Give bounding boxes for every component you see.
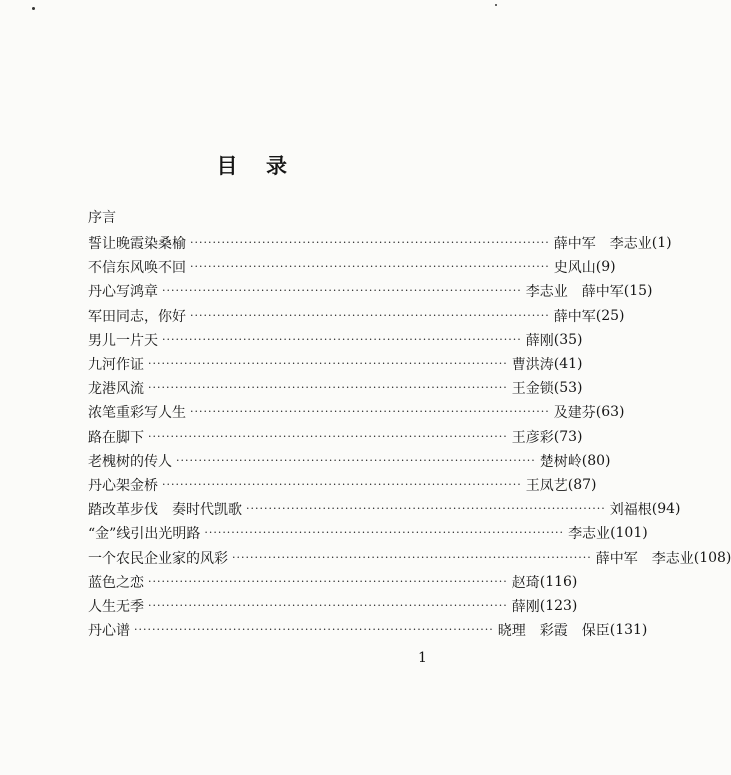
toc-leader-dots: ················································································ — [190, 308, 550, 322]
toc-entry-author: 王彦彩 — [511, 429, 554, 446]
toc-entry-author: 曹洪涛 — [511, 357, 554, 374]
toc-entry — [88, 352, 583, 376]
scan-speck — [32, 7, 35, 10]
toc-entry-page: (15) — [623, 283, 653, 300]
toc-entry-title: 一个农民企业家的风彩 — [88, 550, 228, 567]
toc-leader-dots: ················································································ — [148, 381, 508, 395]
toc-entry-page: (63) — [595, 404, 625, 421]
toc-entry-author: 赵琦 — [511, 574, 540, 591]
toc-entry — [88, 328, 583, 352]
toc-entry — [88, 425, 583, 449]
toc-entry-title: 人生无季 — [88, 598, 144, 615]
page-title — [0, 150, 504, 180]
toc-entry-title: 浓笔重彩写人生 — [88, 405, 186, 422]
toc-entry-author: 薛中军 李志业 — [553, 236, 652, 253]
toc-entry — [88, 231, 672, 255]
toc-leader-dots: ················································································ — [190, 405, 550, 419]
toc-entry-title: 龙港风流 — [88, 381, 144, 398]
toc-entry-page: (94) — [651, 501, 681, 518]
toc-leader-dots: ················································································ — [162, 332, 522, 346]
toc-entry-author: 薛刚 — [525, 332, 554, 349]
toc-entry-page: (35) — [553, 331, 583, 348]
toc-entry-page: (25) — [595, 307, 625, 324]
toc-leader-dots: ················································································ — [190, 236, 550, 250]
toc-entry-page: (108) — [693, 549, 731, 566]
toc-entry-title: 丹心写鸿章 — [88, 284, 158, 301]
toc-leader-dots: ················································································ — [162, 284, 522, 298]
toc-entry-author: 晓理 彩霞 保臣 — [497, 623, 610, 640]
toc-entry-page: (123) — [539, 597, 578, 614]
toc-entry-author: 薛中军 — [553, 308, 596, 325]
toc-entry — [88, 570, 578, 594]
toc-entry-page: (73) — [553, 428, 583, 445]
toc-leader-dots: ················································································ — [148, 357, 508, 371]
toc-entry-page: (1) — [651, 235, 672, 252]
toc-entry — [88, 279, 653, 303]
toc-entry-title: 蓝色之恋 — [88, 574, 144, 591]
toc-entry-page: (131) — [609, 622, 648, 639]
toc-leader-dots: ················································································ — [134, 623, 494, 637]
toc-entry-title: 誓让晚霞染桑榆 — [88, 236, 186, 253]
toc-entry-author: 李志业 薛中军 — [525, 284, 624, 301]
toc-entry-page: (116) — [539, 573, 578, 590]
toc-entry — [88, 400, 625, 424]
toc-entry-title: 丹心谱 — [88, 623, 130, 640]
toc-entry-title: 军田同志，你好 — [88, 308, 186, 325]
title-char-1: 目 — [216, 153, 238, 178]
toc-entry-page: (9) — [595, 259, 616, 276]
toc-entry-page: (101) — [610, 525, 648, 542]
toc-entry-author: 刘福根 — [609, 502, 652, 519]
toc-entry-page: (41) — [553, 356, 583, 373]
toc-entry-author: 李志业 — [568, 526, 611, 543]
toc-leader-dots: ················································································ — [148, 598, 508, 612]
toc-entry-title: “金”线引出光明路 — [88, 526, 201, 543]
toc-leader-dots: ················································································ — [232, 550, 592, 564]
toc-entry — [88, 545, 731, 569]
table-of-contents — [88, 231, 731, 642]
scan-speck — [495, 4, 497, 6]
toc-leader-dots: ················································································ — [162, 477, 522, 491]
toc-leader-dots: ················································································ — [148, 574, 508, 588]
toc-entry-author: 王金锁 — [511, 381, 554, 398]
toc-entry — [88, 594, 578, 618]
preface-entry: 序言 — [88, 210, 116, 226]
toc-entry-author: 楚树岭 — [539, 453, 582, 470]
toc-entry-title: 路在脚下 — [88, 429, 144, 446]
toc-entry-title: 男儿一片天 — [88, 332, 158, 349]
toc-leader-dots: ················································································ — [148, 429, 508, 443]
toc-entry-title: 老槐树的传人 — [88, 453, 172, 470]
toc-entry-page: (80) — [581, 452, 611, 469]
toc-leader-dots: ················································································ — [246, 502, 606, 516]
toc-entry-author: 薛中军 李志业 — [595, 550, 694, 567]
toc-entry — [88, 497, 681, 521]
toc-entry — [88, 376, 583, 400]
toc-entry — [88, 521, 648, 545]
toc-entry-title: 九河作证 — [88, 357, 144, 374]
toc-entry — [88, 473, 597, 497]
toc-entry — [88, 449, 611, 473]
toc-entry-title: 丹心架金桥 — [88, 477, 158, 494]
toc-leader-dots: ················································································ — [190, 260, 550, 274]
toc-entry-title: 不信东风唤不回 — [88, 260, 186, 277]
page-number: 1 — [418, 650, 427, 666]
toc-entry-page: (87) — [567, 476, 597, 493]
toc-entry — [88, 304, 625, 328]
toc-entry-title: 踏改革步伐 奏时代凯歌 — [88, 502, 242, 519]
toc-entry — [88, 255, 616, 279]
toc-entry-author: 薛刚 — [511, 598, 540, 615]
toc-leader-dots: ················································································ — [176, 453, 536, 467]
toc-leader-dots: ················································································ — [204, 526, 565, 540]
toc-entry-page: (53) — [553, 380, 583, 397]
toc-entry-author: 史风山 — [553, 260, 596, 277]
toc-entry — [88, 618, 648, 642]
toc-entry-author: 王凤艺 — [525, 477, 568, 494]
title-char-2: 录 — [266, 153, 288, 178]
toc-entry-author: 及建芬 — [553, 405, 596, 422]
